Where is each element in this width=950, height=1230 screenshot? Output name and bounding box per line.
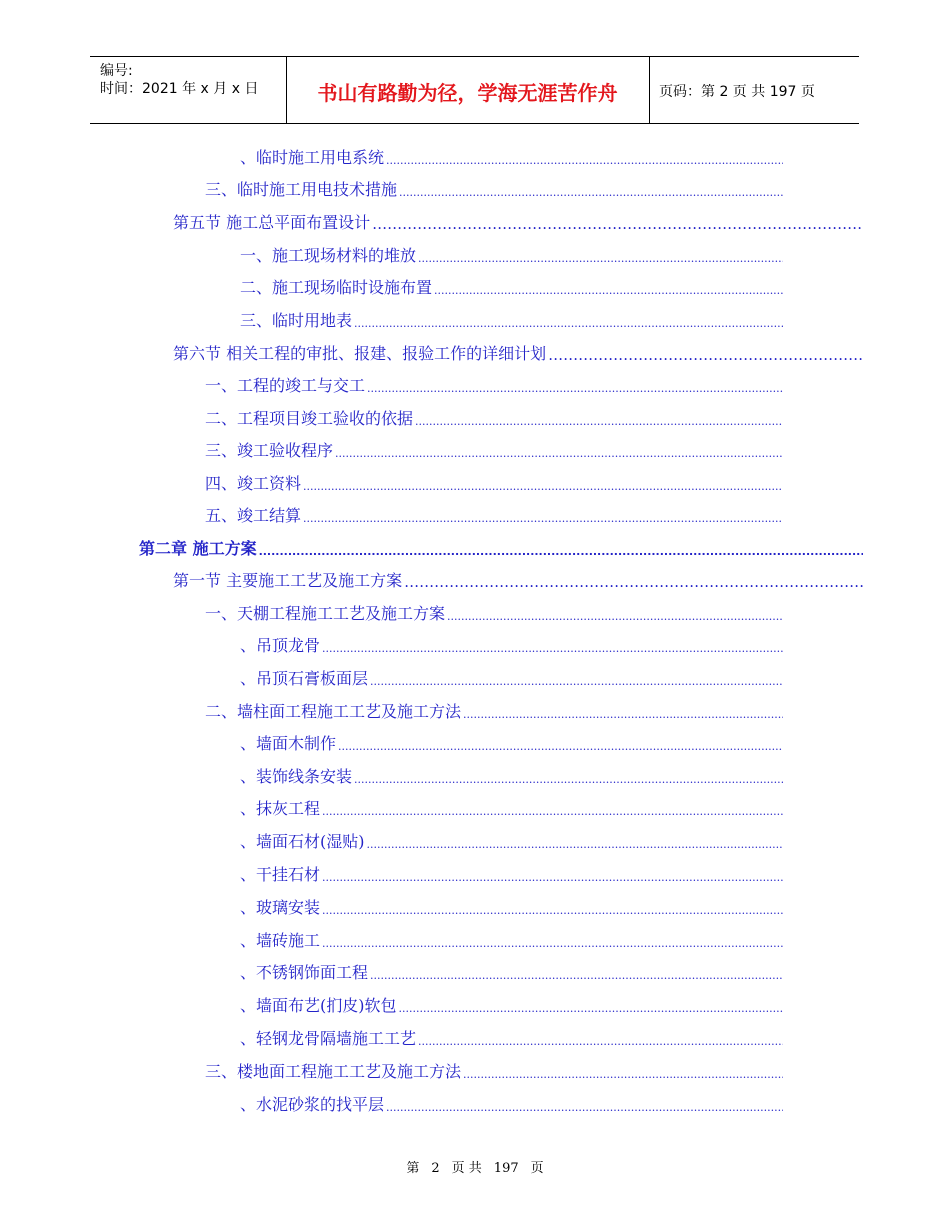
toc-entry-label: 、临时施工用电系统 xyxy=(240,148,385,167)
toc-entry-label: 第六节 相关工程的审批、报建、报验工作的详细计划 xyxy=(173,344,547,363)
toc-entry-label: 、干挂石材 xyxy=(240,865,321,884)
toc-leader-dots xyxy=(322,638,783,656)
toc-entry-label: 、墙砖施工 xyxy=(240,931,321,950)
toc-entry[interactable] xyxy=(205,437,783,461)
toc-leader-dots xyxy=(322,801,783,819)
toc-entry[interactable] xyxy=(240,795,783,819)
toc-entry-label: 一、施工现场材料的堆放 xyxy=(240,246,417,265)
toc-leader-dots xyxy=(548,346,863,364)
toc-entry-label: 、墙面石材(湿贴) xyxy=(240,832,365,851)
toc-entry-label: 三、临时施工用电技术措施 xyxy=(205,180,398,199)
toc-entry[interactable] xyxy=(205,470,783,494)
toc-leader-dots xyxy=(404,573,863,591)
toc-entry-label: 第二章 施工方案 xyxy=(139,539,257,558)
toc-entry-label: 五、竣工结算 xyxy=(205,506,302,525)
footer-total-pages: 197 xyxy=(493,1161,519,1176)
toc-entry-label: 、装饰线条安装 xyxy=(240,767,353,786)
toc-leader-dots xyxy=(367,378,783,396)
toc-entry[interactable] xyxy=(240,894,783,918)
toc-leader-dots xyxy=(370,671,783,689)
toc-leader-dots xyxy=(354,769,783,787)
toc-leader-dots xyxy=(463,1064,783,1082)
toc-entry[interactable] xyxy=(240,828,783,852)
toc-entry[interactable] xyxy=(240,861,783,885)
motto-text: 书山有路勤为径，学海无涯苦作舟 xyxy=(317,81,618,105)
toc-leader-dots xyxy=(303,476,783,494)
toc-entry[interactable] xyxy=(240,1091,783,1115)
toc-entry[interactable] xyxy=(240,632,783,656)
toc-leader-dots xyxy=(370,965,783,983)
footer-suffix: 页 xyxy=(530,1161,544,1176)
toc-leader-dots xyxy=(303,508,783,526)
toc-entry-label: 第五节 施工总平面布置设计 xyxy=(173,213,371,232)
toc-entry[interactable] xyxy=(240,927,783,951)
toc-leader-dots xyxy=(418,1031,783,1049)
toc-entry-label: 三、楼地面工程施工工艺及施工方法 xyxy=(205,1062,462,1081)
toc-entry[interactable] xyxy=(240,1025,783,1049)
footer-middle: 页 共 xyxy=(451,1161,482,1176)
toc-entry-label: 、玻璃安装 xyxy=(240,898,321,917)
toc-entry-label: 、水泥砂浆的找平层 xyxy=(240,1095,385,1114)
toc-entry-label: 二、施工现场临时设施布置 xyxy=(240,278,433,297)
toc-entry[interactable] xyxy=(173,567,863,591)
toc-entry-label: 二、工程项目竣工验收的依据 xyxy=(205,409,414,428)
time-label: 时间：2021 年 x 月 x 日 xyxy=(100,81,259,97)
toc-leader-dots xyxy=(386,150,783,168)
toc-entry-label: 、墙面布艺(扪皮)软包 xyxy=(240,996,397,1015)
toc-entry-label: 、吊顶石膏板面层 xyxy=(240,669,369,688)
header-meta-cell xyxy=(90,57,287,123)
toc-entry[interactable] xyxy=(240,242,783,266)
toc-leader-dots xyxy=(335,443,783,461)
serial-label: 编号: xyxy=(100,63,133,79)
toc-leader-dots xyxy=(399,998,784,1016)
toc-entry-label: 、墙面木制作 xyxy=(240,734,337,753)
toc-entry[interactable] xyxy=(240,307,783,331)
footer-prefix: 第 xyxy=(406,1161,420,1176)
toc-leader-dots xyxy=(372,215,863,233)
toc-entry[interactable] xyxy=(240,763,783,787)
toc-entry[interactable] xyxy=(205,502,783,526)
toc-entry[interactable] xyxy=(240,144,783,168)
toc-leader-dots xyxy=(434,280,783,298)
toc-leader-dots xyxy=(367,834,784,852)
toc-chapter-entry[interactable] xyxy=(139,535,863,559)
toc-entry[interactable] xyxy=(205,372,783,396)
toc-entry-label: 二、墙柱面工程施工工艺及施工方法 xyxy=(205,702,462,721)
toc-entry-label: 三、临时用地表 xyxy=(240,311,353,330)
toc-leader-dots xyxy=(259,541,863,559)
toc-entry[interactable] xyxy=(205,600,783,624)
toc-entry[interactable] xyxy=(240,665,783,689)
toc-leader-dots xyxy=(447,606,783,624)
page-header xyxy=(90,56,859,124)
toc-entry[interactable] xyxy=(173,209,863,233)
toc-leader-dots xyxy=(322,933,783,951)
toc-entry[interactable] xyxy=(205,1058,783,1082)
toc-entry-label: 一、天棚工程施工工艺及施工方案 xyxy=(205,604,446,623)
toc-entry[interactable] xyxy=(173,340,863,364)
toc-entry[interactable] xyxy=(205,698,783,722)
toc-leader-dots xyxy=(354,313,783,331)
toc-entry-label: 、轻钢龙骨隔墙施工工艺 xyxy=(240,1029,417,1048)
toc-entry[interactable] xyxy=(240,992,783,1016)
toc-leader-dots xyxy=(418,248,783,266)
toc-entry[interactable] xyxy=(205,176,783,200)
page-footer xyxy=(0,1157,950,1176)
toc-leader-dots xyxy=(338,736,783,754)
toc-leader-dots xyxy=(322,900,783,918)
toc-entry-label: 、吊顶龙骨 xyxy=(240,636,321,655)
toc-entry[interactable] xyxy=(240,730,783,754)
toc-entry[interactable] xyxy=(240,959,783,983)
toc-leader-dots xyxy=(386,1097,783,1115)
header-motto-cell xyxy=(286,57,650,123)
toc-entry-label: 一、工程的竣工与交工 xyxy=(205,376,366,395)
toc-entry-label: 三、竣工验收程序 xyxy=(205,441,334,460)
toc-entry[interactable] xyxy=(240,274,783,298)
footer-page-number: 2 xyxy=(431,1161,440,1176)
toc-entry-label: 、不锈钢饰面工程 xyxy=(240,963,369,982)
toc-leader-dots xyxy=(415,411,783,429)
toc-leader-dots xyxy=(399,182,783,200)
header-page-cell xyxy=(649,57,859,123)
toc-leader-dots xyxy=(322,867,783,885)
toc-entry[interactable] xyxy=(205,405,783,429)
toc-entry-label: 、抹灰工程 xyxy=(240,799,321,818)
toc-leader-dots xyxy=(463,704,783,722)
toc-entry-label: 第一节 主要施工工艺及施工方案 xyxy=(173,571,403,590)
toc-entry-label: 四、竣工资料 xyxy=(205,474,302,493)
page-code: 页码：第 2 页 共 197 页 xyxy=(659,84,815,100)
